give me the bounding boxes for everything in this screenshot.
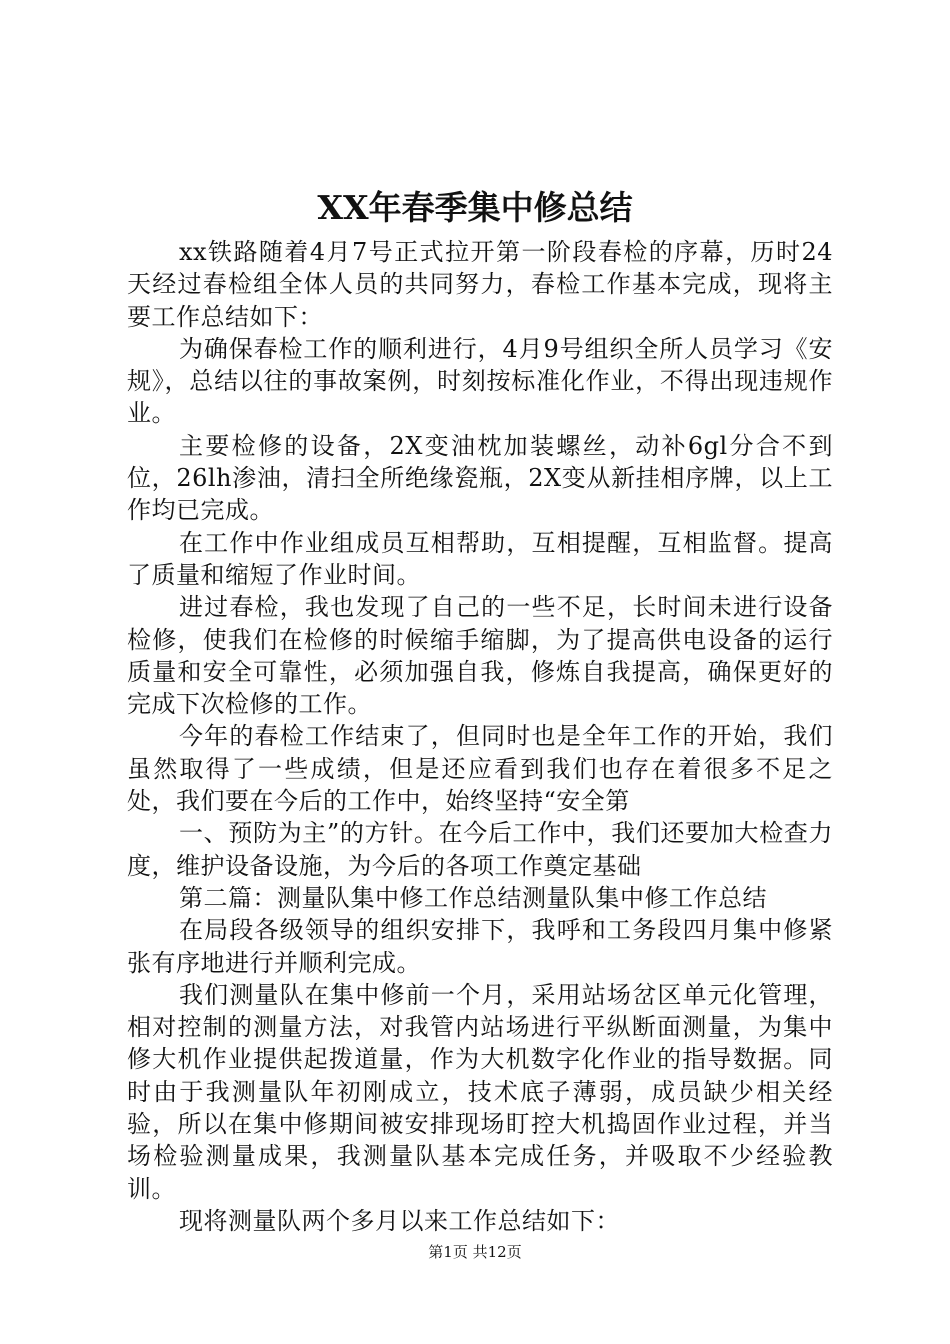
paragraph-survey-team: 我们测量队在集中修前一个月，采用站场岔区单元化管理，相对控制的测量方法，对我管内站场进行平纵断面测量，为集中修大机作业提供起拨道量，作为大机数字化作业的指导数据。同时由于我测量队年初刚成立，技术底子薄弱，成员缺少相关经验，所以在集中修期间被安排现场盯控大机捣固作业过程，并当场检验测量成果，我测量队基本完成任务，并吸取不少经验教训。 bbox=[127, 980, 833, 1203]
paragraph-second-title: 第二篇：测量队集中修工作总结测量队集中修工作总结 bbox=[179, 883, 767, 912]
paragraph-intro: xx铁路随着4月7号正式拉开第一阶段春检的序幕，历时24天经过春检组全体人员的共同努力，春检工作基本完成，现将主要工作总结如下： bbox=[127, 238, 833, 331]
paragraph-shortcomings: 进过春检，我也发现了自己的一些不足，长时间未进行设备检修，使我们在检修的时候缩手缩脚，为了提高供电设备的运行质量和安全可靠性，必须加强自我，修炼自我提高，确保更好的完成下次检修的工作。 bbox=[127, 593, 833, 719]
paragraph-safety-study: 为确保春检工作的顺利进行，4月9号组织全所人员学习《安规》，总结以往的事故案例，时刻按标准化作业，不得出现违规作业。 bbox=[127, 334, 833, 428]
paragraph-equipment: 主要检修的设备，2X变油枕加装螺丝，动补6gl分合不到位，26lh渗油，清扫全所绝缘瓷瓶，2X变从新挂相序牌，以上工作均已完成。 bbox=[127, 431, 833, 525]
document-title: XX年春季集中修总结 bbox=[317, 188, 633, 227]
document-body bbox=[127, 236, 833, 1237]
page-footer: 第1页 共12页 bbox=[428, 1243, 522, 1261]
paragraph-teamwork: 在工作中作业组成员互相帮助，互相提醒，互相监督。提高了质量和缩短了作业时间。 bbox=[127, 528, 833, 589]
paragraph-policy: 一、预防为主”的方针。在今后工作中，我们还要加大检查力度，维护设备设施，为今后的各项工作奠定基础 bbox=[127, 819, 833, 880]
paragraph-summary-lead: 现将测量队两个多月以来工作总结如下： bbox=[179, 1206, 620, 1235]
paragraph-second-intro: 在局段各级领导的组织安排下，我呼和工务段四月集中修紧张有序地进行并顺利完成。 bbox=[127, 916, 833, 977]
paragraph-conclusion: 今年的春检工作结束了，但同时也是全年工作的开始，我们虽然取得了一些成绩，但是还应看到我们也存在着很多不足之处，我们要在今后的工作中，始终坚持“安全第 bbox=[127, 722, 833, 816]
